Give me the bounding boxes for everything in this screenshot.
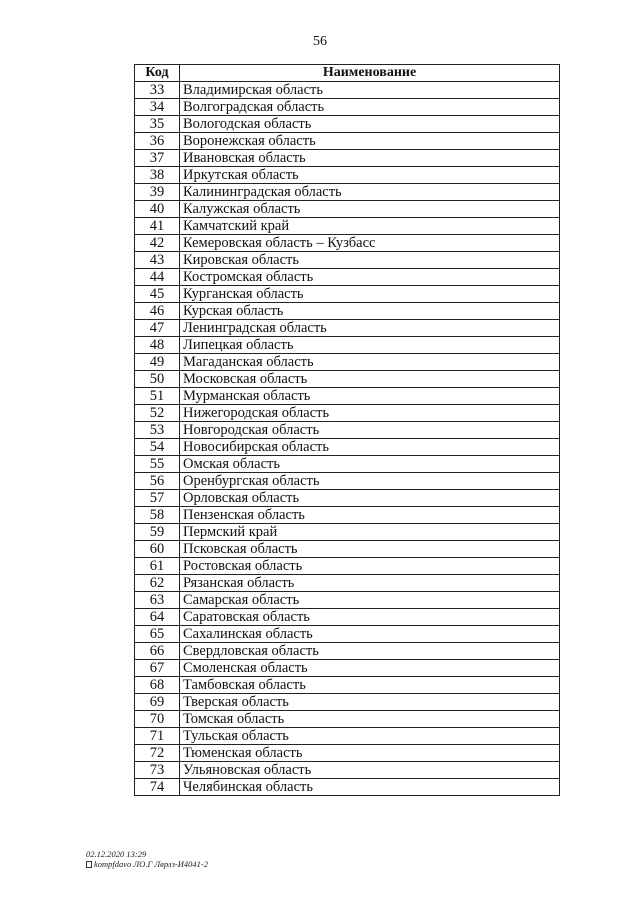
table-header-row: [135, 65, 560, 82]
table-row: [135, 507, 560, 524]
region-name-cell: Оренбургская область: [180, 473, 560, 490]
region-name-cell: Тамбовская область: [180, 677, 560, 694]
region-code-cell: 55: [135, 456, 180, 473]
region-code-cell: 59: [135, 524, 180, 541]
region-name-cell: Вологодская область: [180, 116, 560, 133]
table-row: [135, 167, 560, 184]
region-name-cell: Пензенская область: [180, 507, 560, 524]
header-name: Наименование: [180, 65, 560, 82]
region-code-cell: 65: [135, 626, 180, 643]
region-code-cell: 74: [135, 779, 180, 796]
region-code-cell: 50: [135, 371, 180, 388]
region-name-cell: Воронежская область: [180, 133, 560, 150]
region-name-cell: Ростовская область: [180, 558, 560, 575]
region-code-cell: 44: [135, 269, 180, 286]
table-row: [135, 337, 560, 354]
region-name-cell: Владимирская область: [180, 82, 560, 99]
region-name-cell: Новосибирская область: [180, 439, 560, 456]
table-row: [135, 711, 560, 728]
region-code-cell: 42: [135, 235, 180, 252]
region-name-cell: Тульская область: [180, 728, 560, 745]
table-row: [135, 677, 560, 694]
table-row: [135, 422, 560, 439]
region-code-cell: 38: [135, 167, 180, 184]
table-row: [135, 779, 560, 796]
table-row: [135, 541, 560, 558]
region-name-cell: Рязанская область: [180, 575, 560, 592]
table-row: [135, 354, 560, 371]
table-row: [135, 371, 560, 388]
region-name-cell: Сахалинская область: [180, 626, 560, 643]
region-name-cell: Омская область: [180, 456, 560, 473]
region-name-cell: Ленинградская область: [180, 320, 560, 337]
region-code-cell: 61: [135, 558, 180, 575]
footer-doc-line: [86, 859, 208, 869]
table-row: [135, 235, 560, 252]
region-name-cell: Курская область: [180, 303, 560, 320]
region-name-cell: Свердловская область: [180, 643, 560, 660]
region-code-cell: 63: [135, 592, 180, 609]
region-code-cell: 36: [135, 133, 180, 150]
region-codes-table: [134, 64, 560, 796]
table-row: [135, 745, 560, 762]
region-code-cell: 45: [135, 286, 180, 303]
table-row: [135, 133, 560, 150]
table-row: [135, 524, 560, 541]
table-row: [135, 201, 560, 218]
region-name-cell: Магаданская область: [180, 354, 560, 371]
region-name-cell: Пермский край: [180, 524, 560, 541]
document-footer: [86, 849, 208, 869]
region-name-cell: Камчатский край: [180, 218, 560, 235]
region-name-cell: Орловская область: [180, 490, 560, 507]
region-name-cell: Псковская область: [180, 541, 560, 558]
region-code-cell: 72: [135, 745, 180, 762]
region-code-cell: 62: [135, 575, 180, 592]
table-row: [135, 592, 560, 609]
table-row: [135, 575, 560, 592]
region-name-cell: Ивановская область: [180, 150, 560, 167]
region-code-cell: 33: [135, 82, 180, 99]
region-code-cell: 37: [135, 150, 180, 167]
region-code-cell: 48: [135, 337, 180, 354]
region-code-cell: 60: [135, 541, 180, 558]
region-name-cell: Новгородская область: [180, 422, 560, 439]
region-name-cell: Иркутская область: [180, 167, 560, 184]
region-code-cell: 67: [135, 660, 180, 677]
table-row: [135, 218, 560, 235]
document-icon: [86, 861, 92, 868]
footer-timestamp: 02.12.2020 13:29: [86, 849, 147, 859]
region-code-cell: 34: [135, 99, 180, 116]
table-row: [135, 116, 560, 133]
table-row: [135, 643, 560, 660]
header-code: Код: [135, 65, 180, 82]
region-name-cell: Липецкая область: [180, 337, 560, 354]
table-row: [135, 184, 560, 201]
region-name-cell: Мурманская область: [180, 388, 560, 405]
region-name-cell: Саратовская область: [180, 609, 560, 626]
region-name-cell: Челябинская область: [180, 779, 560, 796]
table-row: [135, 269, 560, 286]
table-row: [135, 762, 560, 779]
region-name-cell: Кировская область: [180, 252, 560, 269]
region-code-cell: 68: [135, 677, 180, 694]
table-body: [135, 82, 560, 796]
region-code-cell: 43: [135, 252, 180, 269]
region-code-cell: 73: [135, 762, 180, 779]
region-code-cell: 52: [135, 405, 180, 422]
region-code-cell: 70: [135, 711, 180, 728]
region-code-cell: 71: [135, 728, 180, 745]
region-name-cell: Тверская область: [180, 694, 560, 711]
page-number: 56: [313, 34, 327, 49]
region-name-cell: Калужская область: [180, 201, 560, 218]
table-row: [135, 320, 560, 337]
footer-doc-ref: kompfdavo ЛО.Г Лврлз-И4041-2: [94, 859, 208, 869]
region-name-cell: Тюменская область: [180, 745, 560, 762]
region-code-cell: 53: [135, 422, 180, 439]
table-row: [135, 150, 560, 167]
region-name-cell: Кемеровская область – Кузбасс: [180, 235, 560, 252]
region-code-cell: 66: [135, 643, 180, 660]
table-row: [135, 303, 560, 320]
region-name-cell: Калининградская область: [180, 184, 560, 201]
table-row: [135, 252, 560, 269]
table-row: [135, 558, 560, 575]
region-code-cell: 35: [135, 116, 180, 133]
region-name-cell: Московская область: [180, 371, 560, 388]
table-row: [135, 660, 560, 677]
table-row: [135, 473, 560, 490]
region-code-cell: 57: [135, 490, 180, 507]
region-name-cell: Самарская область: [180, 592, 560, 609]
region-code-cell: 49: [135, 354, 180, 371]
region-name-cell: Волгоградская область: [180, 99, 560, 116]
table-row: [135, 439, 560, 456]
table-row: [135, 728, 560, 745]
region-name-cell: Нижегородская область: [180, 405, 560, 422]
region-code-cell: 54: [135, 439, 180, 456]
table-row: [135, 286, 560, 303]
region-code-cell: 41: [135, 218, 180, 235]
table-row: [135, 626, 560, 643]
table-row: [135, 405, 560, 422]
region-code-cell: 69: [135, 694, 180, 711]
table-row: [135, 490, 560, 507]
region-code-cell: 39: [135, 184, 180, 201]
table-row: [135, 388, 560, 405]
table-row: [135, 99, 560, 116]
region-code-cell: 40: [135, 201, 180, 218]
region-name-cell: Томская область: [180, 711, 560, 728]
region-code-cell: 58: [135, 507, 180, 524]
table-row: [135, 694, 560, 711]
region-name-cell: Курганская область: [180, 286, 560, 303]
table-row: [135, 456, 560, 473]
table-row: [135, 82, 560, 99]
region-code-cell: 46: [135, 303, 180, 320]
region-name-cell: Смоленская область: [180, 660, 560, 677]
table-row: [135, 609, 560, 626]
region-code-cell: 64: [135, 609, 180, 626]
region-name-cell: Ульяновская область: [180, 762, 560, 779]
region-code-cell: 56: [135, 473, 180, 490]
region-code-cell: 47: [135, 320, 180, 337]
region-name-cell: Костромская область: [180, 269, 560, 286]
region-code-cell: 51: [135, 388, 180, 405]
